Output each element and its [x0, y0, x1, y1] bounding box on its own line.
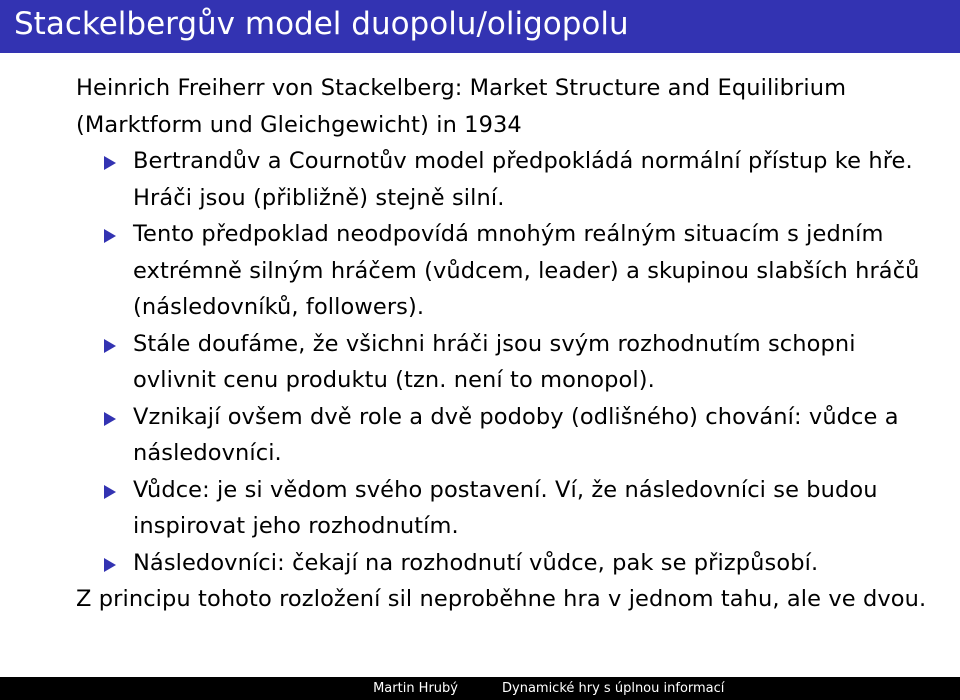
triangle-bullet-icon: [104, 156, 116, 170]
bullet-list: [76, 143, 936, 581]
bullet-text: Tento předpoklad neodpovídá mnohým reálným situacím s jedním extrémně silným hráčem (vůdcem, leader) a skupinou slabších hráčů (následovníků, followers).: [133, 221, 920, 320]
footer-author-box: [0, 677, 480, 700]
conclusion-paragraph: Z principu tohoto rozložení sil neproběhne hra v jednom tahu, ale ve dvou.: [76, 586, 927, 612]
triangle-bullet-icon: [104, 339, 116, 353]
triangle-bullet-icon: [104, 412, 116, 426]
bullet-text: Následovníci: čekají na rozhodnutí vůdce, pak se přizpůsobí.: [133, 549, 819, 576]
footer-course: Dynamické hry s úplnou informací: [502, 681, 725, 696]
bullet-text: Stále doufáme, že všichni hráči jsou svým rozhodnutím schopni ovlivnit cenu produktu (tzn. není to monopol).: [133, 330, 856, 393]
bullet-item: [76, 216, 936, 326]
slide-title: Stackelbergův model duopolu/oligopolu: [14, 6, 629, 42]
triangle-bullet-icon: [104, 485, 116, 499]
bullet-item: [76, 326, 936, 399]
title-bar: [0, 0, 960, 53]
bullet-item: [76, 399, 936, 472]
bullet-text: Vůdce: je si vědom svého postavení. Ví, že následovníci se budou inspirovat jeho rozhodnutím.: [133, 476, 878, 539]
intro-paragraph: Heinrich Freiherr von Stackelberg: Market Structure and Equilibrium (Marktform und Gleichgewicht) in 1934: [76, 75, 847, 138]
triangle-bullet-icon: [104, 558, 116, 572]
bullet-item: [76, 143, 936, 216]
triangle-bullet-icon: [104, 229, 116, 243]
bullet-text: Bertrandův a Cournotův model předpokládá normální přístup ke hře. Hráči jsou (přibližně) stejně silní.: [133, 148, 913, 211]
footer-author: Martin Hrubý: [373, 681, 458, 696]
footer-course-box: [480, 677, 960, 700]
slide-content: [76, 70, 936, 618]
bullet-item: [76, 472, 936, 545]
footer: [0, 677, 960, 700]
bullet-item: [76, 545, 936, 582]
bullet-text: Vznikají ovšem dvě role a dvě podoby (odlišného) chování: vůdce a následovníci.: [133, 403, 899, 466]
